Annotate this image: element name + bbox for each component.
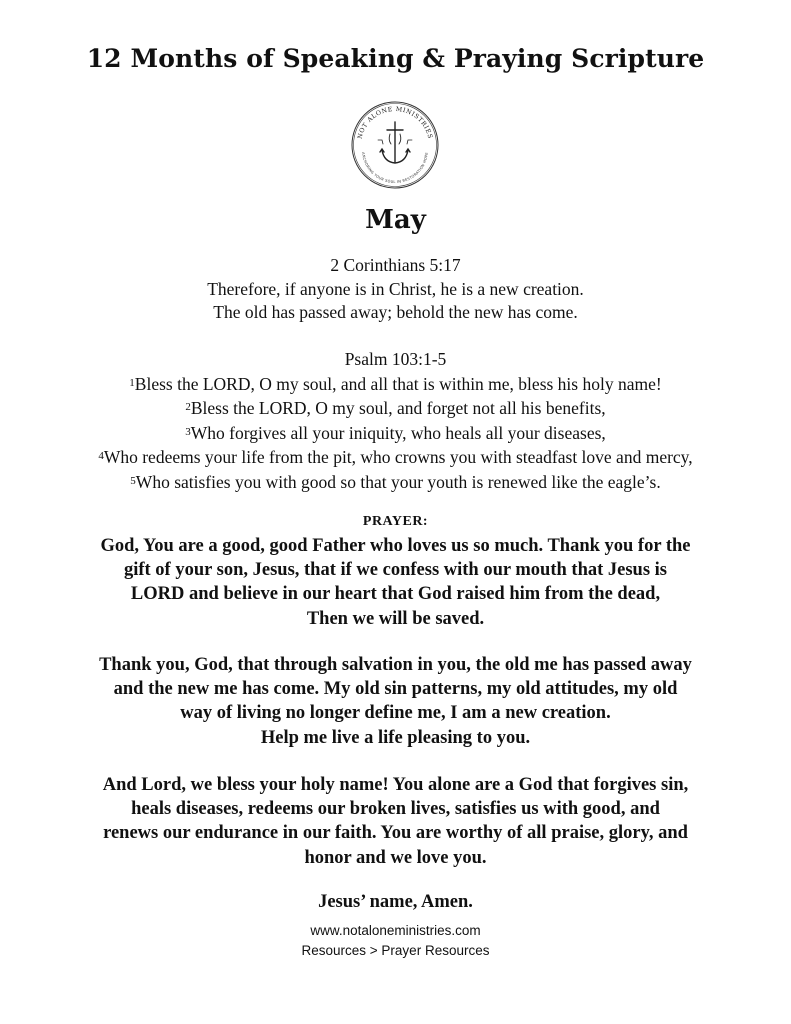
footer-website: www.notaloneministries.com [310, 923, 481, 938]
month-heading: May [365, 205, 426, 235]
prayer-line: gift of your son, Jesus, that if we confess with our mouth that Jesus is [123, 560, 668, 581]
prayer-paragraph [0, 653, 791, 750]
scripture-verse: $^3$Who forgives all your iniquity, who heals all your diseases, [185, 422, 606, 443]
prayer-line: God, You are a good, good Father who loves us so much. Thank you for the [100, 536, 691, 556]
prayer-line: renews our endurance in our faith. You are worthy of all praise, glory, and [103, 823, 688, 844]
scripture-reference: 2 Corinthians 5:17 [330, 255, 461, 275]
prayer-line: and the new me has come. My old sin patterns, my old attitudes, my old [113, 679, 678, 700]
prayer-line: Thank you, God, that through salvation in you, the old me has passed away [99, 655, 692, 675]
footer-resource-path: Resources > Prayer Resources [301, 943, 490, 958]
ministry-logo [344, 100, 446, 190]
scripture-line: The old has passed away; behold the new has come. [213, 302, 578, 322]
verse-number: 4 [98, 450, 104, 462]
footer [0, 921, 791, 961]
verse-number: 2 [185, 401, 191, 413]
prayer-line: way of living no longer define me, I am a new creation. [180, 703, 611, 724]
prayer-line: Help me live a life pleasing to you. [260, 727, 531, 748]
prayer-line: heals diseases, redeems our broken lives, satisfies us with good, and [131, 799, 660, 820]
prayer-closing: Jesus’ name, Amen. [318, 892, 473, 912]
cross-anchor-icon [378, 122, 412, 163]
logo-text-top: NOT ALONE MINISTRIES [356, 105, 434, 140]
scripture-line: Therefore, if anyone is in Christ, he is a new creation. [207, 278, 584, 299]
prayer-label: PRAYER: [362, 514, 429, 529]
scripture-verse: $^2$Bless the LORD, O my soul, and forget not all his benefits, [185, 398, 606, 418]
verse-number: 5 [130, 474, 136, 487]
prayer-line: Then we will be saved. [306, 608, 485, 629]
prayer-line: LORD and believe in our heart that God raised him from the dead, [130, 584, 661, 605]
scripture-reference: Psalm 103:1-5 [344, 349, 447, 369]
prayer-paragraph [0, 773, 791, 870]
prayer-line: And Lord, we bless your holy name! You alone are a God that forgives sin, [102, 775, 689, 795]
verse-number: 1 [129, 376, 135, 389]
page-title: 12 Months of Speaking & Praying Scripture [86, 44, 705, 73]
scripture-2-corinthians [0, 254, 791, 325]
scripture-verse: $^5$Who satisfies you with good so that your youth is renewed like the eagle’s. [130, 471, 661, 492]
scripture-verse: $^4$Who redeems your life from the pit, who crowns you with steadfast love and mercy, [98, 447, 693, 467]
scripture-verse: $^1$Bless the LORD, O my soul, and all that is within me, bless his holy name! [129, 373, 662, 394]
verse-number: 3 [185, 425, 191, 438]
prayer-paragraph [0, 534, 791, 631]
logo-text-bottom: ANCHORING YOUR SOUL IN RESTORATION HOPE [361, 151, 429, 185]
scripture-psalm-103 [0, 348, 791, 494]
prayer-line: honor and we love you. [304, 847, 487, 868]
